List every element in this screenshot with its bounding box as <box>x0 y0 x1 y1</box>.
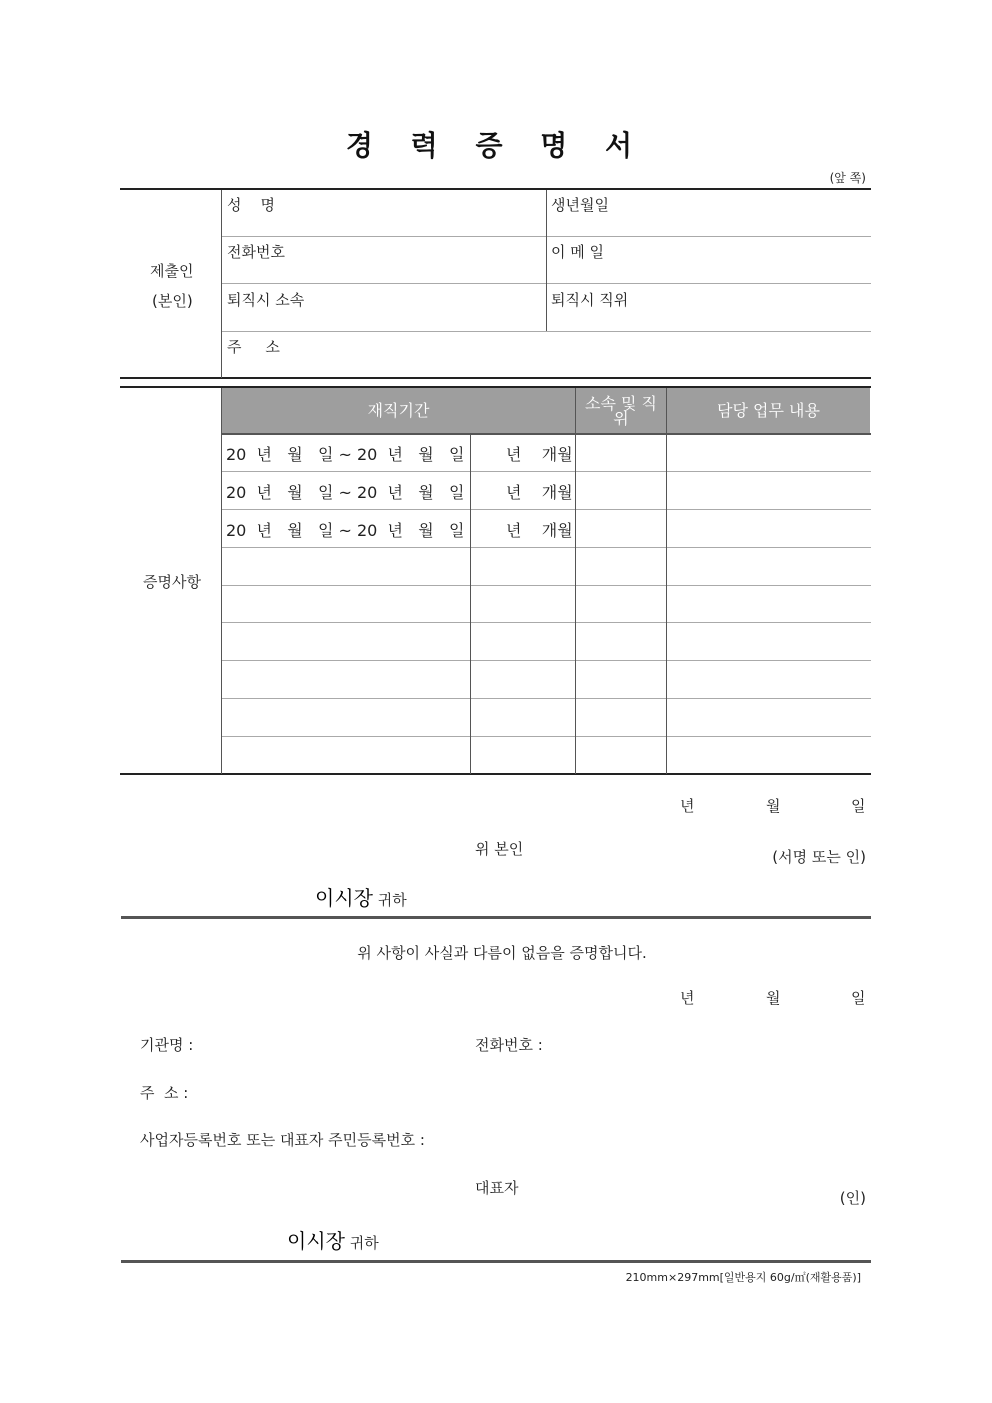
position-field[interactable]: 퇴직시 직위 <box>551 291 629 309</box>
duration-cell[interactable]: 년 개월 <box>506 521 573 540</box>
representative-label: 대표자 <box>475 1179 519 1197</box>
name-field[interactable]: 성 명 <box>227 196 276 214</box>
date-year: 년 <box>680 797 695 815</box>
career-section-label: 증명사항 <box>143 573 201 591</box>
recipient-suffix: 귀하 <box>349 1234 379 1252</box>
applicant-section-label: 제출인 <box>150 262 194 280</box>
org-name-field[interactable]: 기관명 : <box>140 1036 194 1054</box>
registration-number-field[interactable]: 사업자등록번호 또는 대표자 주민등록번호 : <box>140 1131 425 1149</box>
page-title: 경 력 증 명 서 <box>345 129 647 162</box>
recipient-name: 이시장 <box>287 1229 345 1253</box>
date-day: 일 <box>851 989 866 1007</box>
recipient-name: 이시장 <box>315 886 373 910</box>
sign-label: (서명 또는 인) <box>772 848 866 866</box>
address-field[interactable]: 주 소 <box>227 338 280 356</box>
applicant-section-sublabel: (본인) <box>152 292 193 310</box>
page-side-label: (앞 쪽) <box>829 171 866 185</box>
period-cell[interactable]: 20 년 월 일 ~ 20 년 월 일 <box>226 521 465 540</box>
header-affiliation: 소속 및 직위 <box>576 388 666 433</box>
date-month: 월 <box>766 797 781 815</box>
recipient-suffix: 귀하 <box>377 891 407 909</box>
certification-statement: 위 사항이 사실과 다름이 없음을 증명합니다. <box>357 944 647 962</box>
header-duties: 담당 업무 내용 <box>667 388 870 433</box>
email-field[interactable]: 이 메 일 <box>551 243 605 261</box>
period-cell[interactable]: 20 년 월 일 ~ 20 년 월 일 <box>226 483 465 502</box>
seal-label: (인) <box>839 1189 866 1207</box>
header-period: 재직기간 <box>222 388 575 433</box>
duration-cell[interactable]: 년 개월 <box>506 445 573 464</box>
date-year: 년 <box>680 989 695 1007</box>
self-label: 위 본인 <box>475 840 524 858</box>
period-cell[interactable]: 20 년 월 일 ~ 20 년 월 일 <box>226 445 465 464</box>
org-phone-field[interactable]: 전화번호 : <box>475 1036 543 1054</box>
paper-spec-footer: 210mm×297mm[일반용지 60g/㎡(재활용품)] <box>625 1271 861 1284</box>
duration-cell[interactable]: 년 개월 <box>506 483 573 502</box>
date-month: 월 <box>766 989 781 1007</box>
birthdate-field[interactable]: 생년월일 <box>551 196 609 214</box>
org-address-field[interactable]: 주 소 : <box>140 1084 189 1102</box>
phone-field[interactable]: 전화번호 <box>227 243 285 261</box>
date-day: 일 <box>851 797 866 815</box>
department-field[interactable]: 퇴직시 소속 <box>227 291 305 309</box>
